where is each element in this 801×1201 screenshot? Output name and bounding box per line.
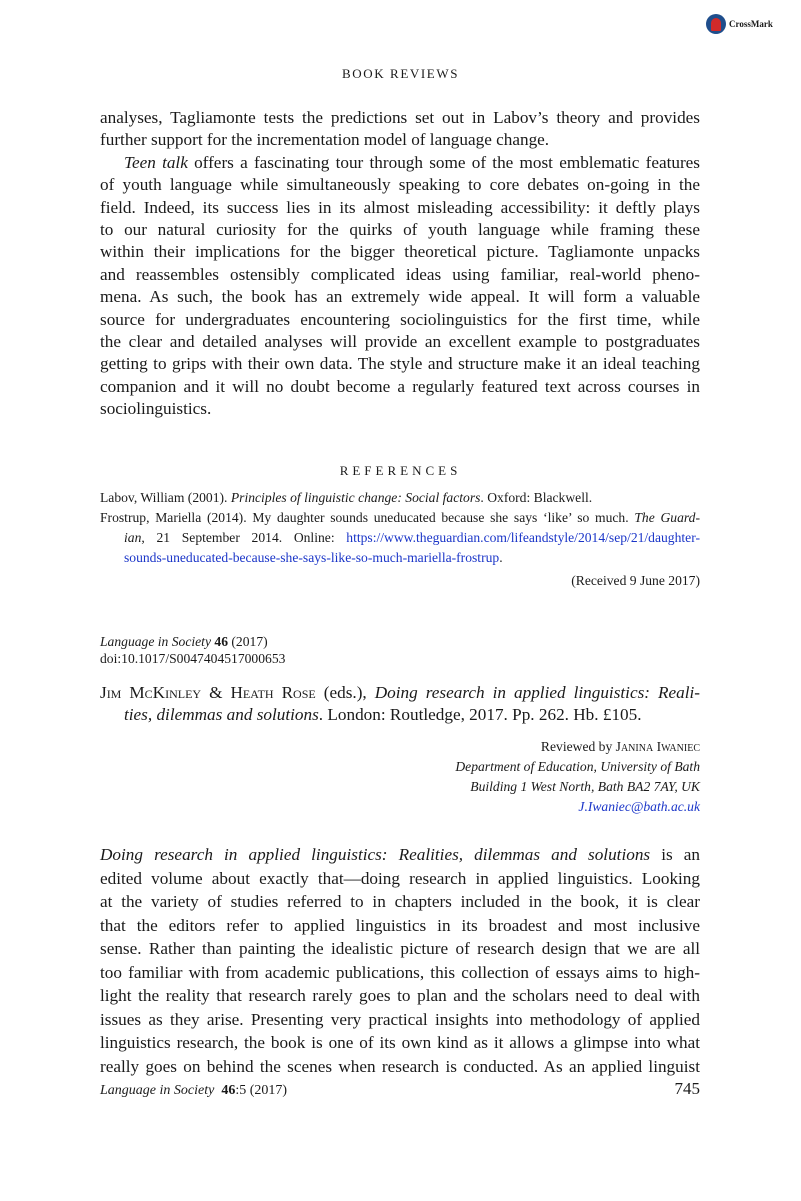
text-segment: edited volume about exactly that—doing research in applied linguistics. Looking xyxy=(100,868,700,888)
text-line xyxy=(100,241,700,263)
text-segment: Heath Rose xyxy=(230,683,316,702)
text-line xyxy=(100,508,700,528)
crossmark-badge[interactable] xyxy=(706,14,773,34)
text-segment: linguistics research, the book is one of its own kind as it allows a glimpse into what xyxy=(100,1033,700,1052)
text-line xyxy=(100,331,700,353)
text-segment: Jim McKinley xyxy=(100,683,202,702)
text-line xyxy=(100,488,700,508)
text-segment: of youth language while simultaneously speaking to core debates on-going in the xyxy=(100,175,700,195)
text-line xyxy=(100,914,700,938)
text-line xyxy=(100,107,700,129)
text-line xyxy=(100,1031,700,1055)
text-segment: ian xyxy=(124,530,142,545)
text-segment: sociolinguistics. xyxy=(100,399,212,419)
review-body-part1 xyxy=(100,107,700,421)
reviewer-email-link[interactable] xyxy=(578,799,700,814)
text-line xyxy=(100,152,700,174)
text-line xyxy=(100,264,700,286)
text-line xyxy=(100,1055,700,1079)
text-segment: getting to grips with their own data. The style and structure make it an ideal teaching xyxy=(100,354,700,374)
references-list xyxy=(100,488,700,568)
text-segment: (eds.), xyxy=(315,683,375,702)
text-segment: ties, dilemmas and solutions xyxy=(124,705,319,725)
text-segment: The Guard- xyxy=(634,510,700,525)
text-segment: and reassembles ostensibly complicated ideas using familiar, real-world pheno- xyxy=(100,264,700,284)
references-heading: REFERENCES xyxy=(339,463,462,478)
text-line xyxy=(100,398,700,420)
article-meta xyxy=(100,633,285,667)
reference-url-link[interactable]: sounds-uneducated-because-she-says-like-so-much-mariella-frostrup xyxy=(124,550,500,565)
reviewer-block xyxy=(100,737,700,817)
text-segment: Frostrup, Mariella (2014). My daughter sounds uneducated because she says ‘like’ so much. xyxy=(100,510,635,525)
volume: 46 xyxy=(214,634,228,649)
reviewer-department: Department of Education, University of Bath xyxy=(455,759,700,774)
text-line xyxy=(100,309,700,331)
text-line xyxy=(100,528,700,548)
text-segment: within their implications for the bigger theoretical picture. Tagliamonte unpacks xyxy=(100,242,700,262)
text-line xyxy=(100,219,700,241)
text-segment: really goes on behind the scenes when research is conducted. As an applied linguist xyxy=(100,1056,700,1076)
reference-url-link[interactable]: https://www.theguardian.com/lifeandstyle/2014/sep/21/daughter- xyxy=(346,530,700,545)
page-footer xyxy=(100,1079,700,1099)
text-line xyxy=(100,353,700,375)
text-segment: & xyxy=(201,683,231,702)
text-segment: to our natural curiosity for the quirks of youth language while framing these xyxy=(100,220,700,240)
text-line xyxy=(100,1008,700,1032)
text-line xyxy=(100,286,700,308)
running-head: BOOK REVIEWS xyxy=(341,66,460,81)
text-segment: that the editors refer to applied linguistics in its broadest and most inclusive xyxy=(100,915,700,935)
text-line xyxy=(100,682,700,704)
page-number: 745 xyxy=(674,1079,700,1098)
journal-name: Language in Society xyxy=(100,634,211,649)
text-segment: . xyxy=(499,550,503,565)
text-segment: field. Indeed, its success lies in its almost misleading accessibility: it deftly plays xyxy=(100,197,700,217)
text-line xyxy=(100,843,700,867)
text-segment: further support for the incrementation model of language change. xyxy=(100,130,550,150)
text-segment: source for undergraduates encountering sociolinguistics for the first time, while xyxy=(100,309,700,329)
text-segment: sense. Rather than painting the idealistic picture of research design that we are all xyxy=(100,939,700,958)
text-segment: , 21 September 2014. Online: xyxy=(141,530,347,545)
text-line xyxy=(100,197,700,219)
text-segment: analyses, Tagliamonte tests the predictions set out in Labov’s theory and provides xyxy=(100,108,700,127)
text-segment: too familiar with from academic publications, this collection of essays aims to high- xyxy=(100,962,700,982)
text-segment: Teen talk xyxy=(124,152,188,172)
reviewer-email: J.Iwaniec@bath.ac.uk xyxy=(578,799,700,814)
footer-volume: 46 xyxy=(221,1083,236,1098)
crossmark-label: CrossMark xyxy=(729,19,773,29)
reviewer-address: Building 1 West North, Bath BA2 7AY, UK xyxy=(470,779,700,794)
text-segment: mena. As such, the book has an extremely wide appeal. It will form a valuable xyxy=(100,287,700,307)
review-body-part2 xyxy=(100,843,700,1078)
text-segment: the clear and detailed analyses will provide an excellent example to postgraduates xyxy=(100,332,700,352)
text-segment: at the variety of studies referred to in chapters included in the book, it is clear xyxy=(100,892,700,911)
text-line xyxy=(100,129,700,151)
text-segment: is an xyxy=(650,845,700,864)
text-segment: . London: Routledge, 2017. Pp. 262. Hb. £105. xyxy=(318,705,642,725)
text-line xyxy=(100,548,700,568)
footer-issue: :5 (2017) xyxy=(235,1083,288,1098)
received-date: (Received 9 June 2017) xyxy=(571,573,700,588)
text-segment: . Oxford: Blackwell. xyxy=(480,490,593,505)
text-segment: offers a fascinating tour through some of the most emblematic features xyxy=(187,152,700,172)
text-segment: Principles of linguistic change: Social factors xyxy=(230,490,481,505)
text-line xyxy=(100,376,700,398)
year: (2017) xyxy=(231,634,268,649)
text-line xyxy=(100,890,700,914)
text-segment: issues as they arise. Presenting very practical insights into methodology of applied xyxy=(100,1009,700,1029)
text-line xyxy=(100,961,700,985)
doi: doi:10.1017/S0047404517000653 xyxy=(100,651,286,666)
footer-journal: Language in Society xyxy=(100,1083,215,1098)
text-line xyxy=(100,704,700,726)
text-line xyxy=(100,937,700,961)
text-segment: Doing research in applied linguistics: Reali- xyxy=(374,683,701,702)
reviewed-by-label: Reviewed by xyxy=(540,739,616,754)
reviewer-name: Janina Iwaniec xyxy=(615,739,700,754)
text-line xyxy=(100,867,700,891)
text-line xyxy=(100,174,700,196)
text-line xyxy=(100,984,700,1008)
text-segment: Doing research in applied linguistics: Realities, dilemmas and solutions xyxy=(100,845,651,864)
crossmark-icon xyxy=(706,14,726,34)
text-segment: companion and it will no doubt become a regularly featured text across courses in xyxy=(100,376,700,396)
text-segment: Labov, William (2001). xyxy=(100,490,231,505)
text-segment: light the reality that research rarely goes to plan and the scholars need to deal with xyxy=(100,986,700,1005)
book-citation xyxy=(100,682,700,727)
